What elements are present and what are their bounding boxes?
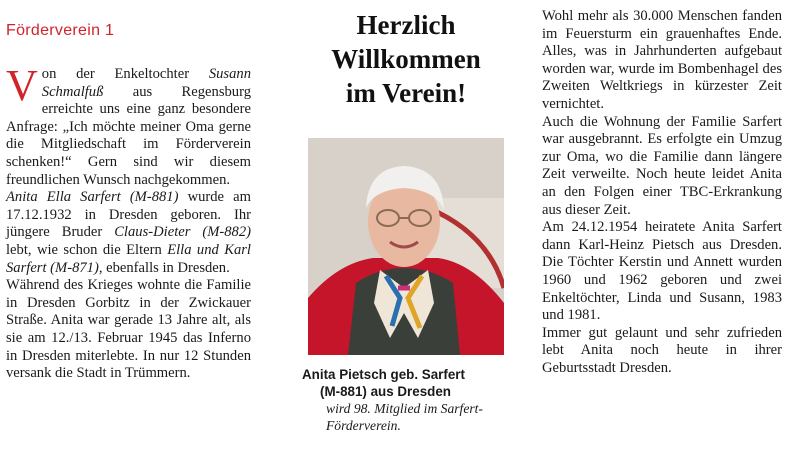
section-title: Förderverein 1 xyxy=(6,22,115,39)
portrait-illustration xyxy=(308,138,504,355)
portrait-photo xyxy=(308,138,504,355)
paragraph: Während des Krieges wohnte die Familie in Dresden Gorbitz in der Zwickauer Straße. Anita war gerade 13 Jahre alt, als sie am 12./13. Februar 1945 das Inferno in Dresden miterlebte. In nur 12 Stunden versank die Stadt in Trümmern. xyxy=(6,277,251,382)
right-article-text xyxy=(542,8,782,377)
headline: Herzlich Willkommen im Verein! xyxy=(331,10,481,108)
left-article-text xyxy=(6,61,251,383)
paragraph: Anita Ella Sarfert (M-881) wurde am 17.12.1932 in Dresden geboren. Ihr jüngere Bruder Claus-Dieter (M-882) lebt, wie schon die Eltern Ella und Karl Sarfert (M-871), ebenfalls in Dresden. xyxy=(6,189,251,276)
paragraph: Wohl mehr als 30.000 Menschen fanden im Feuersturm ein grauenhaftes Ende. Alles, was in Jahrhunderten aufgebaut worden war, wurde im Bombenhagel des Zweiten Weltkriegs in kürzester Zeit vernichtet. xyxy=(542,8,782,112)
paragraph: Immer gut gelaunt und sehr zufrieden lebt Anita noch heute in ihrer Geburtsstadt Dresden. xyxy=(542,324,782,376)
paragraph: Auch die Wohnung der Familie Sarfert war ausgebrannt. Es erfolgte ein Umzug zur Oma, wo die Familie dann längere Zeit verweilte. Noch heute leidet Anita an den Folgen einer TBC-Erkrankung aus dieser Zeit. xyxy=(542,113,782,218)
drop-cap: V xyxy=(6,61,38,110)
paragraph: Am 24.12.1954 heiratete Anita Sarfert dann Karl-Heinz Pietsch aus Dresden. Die Töchter Kerstin und Annett wurden 1960 und 1962 geboren und zwei Enkeltöchter, Linda und Susann, 1983 und 1981. xyxy=(542,219,782,324)
paragraph: Von der Enkeltochter Susann Schmalfuß aus Regensburg erreichte uns eine ganz besondere Anfrage: „Ich möchte meiner Oma gerne die Mitgliedschaft im Förderverein schenken!“ Gern sind wir diesem freundlichen Wunsch nachgekommen. xyxy=(6,61,251,188)
photo-caption: Anita Pietsch geb. Sarfert (M-881) aus Dresden wird 98. Mitglied im Sarfert- Förderverein. xyxy=(302,367,483,433)
